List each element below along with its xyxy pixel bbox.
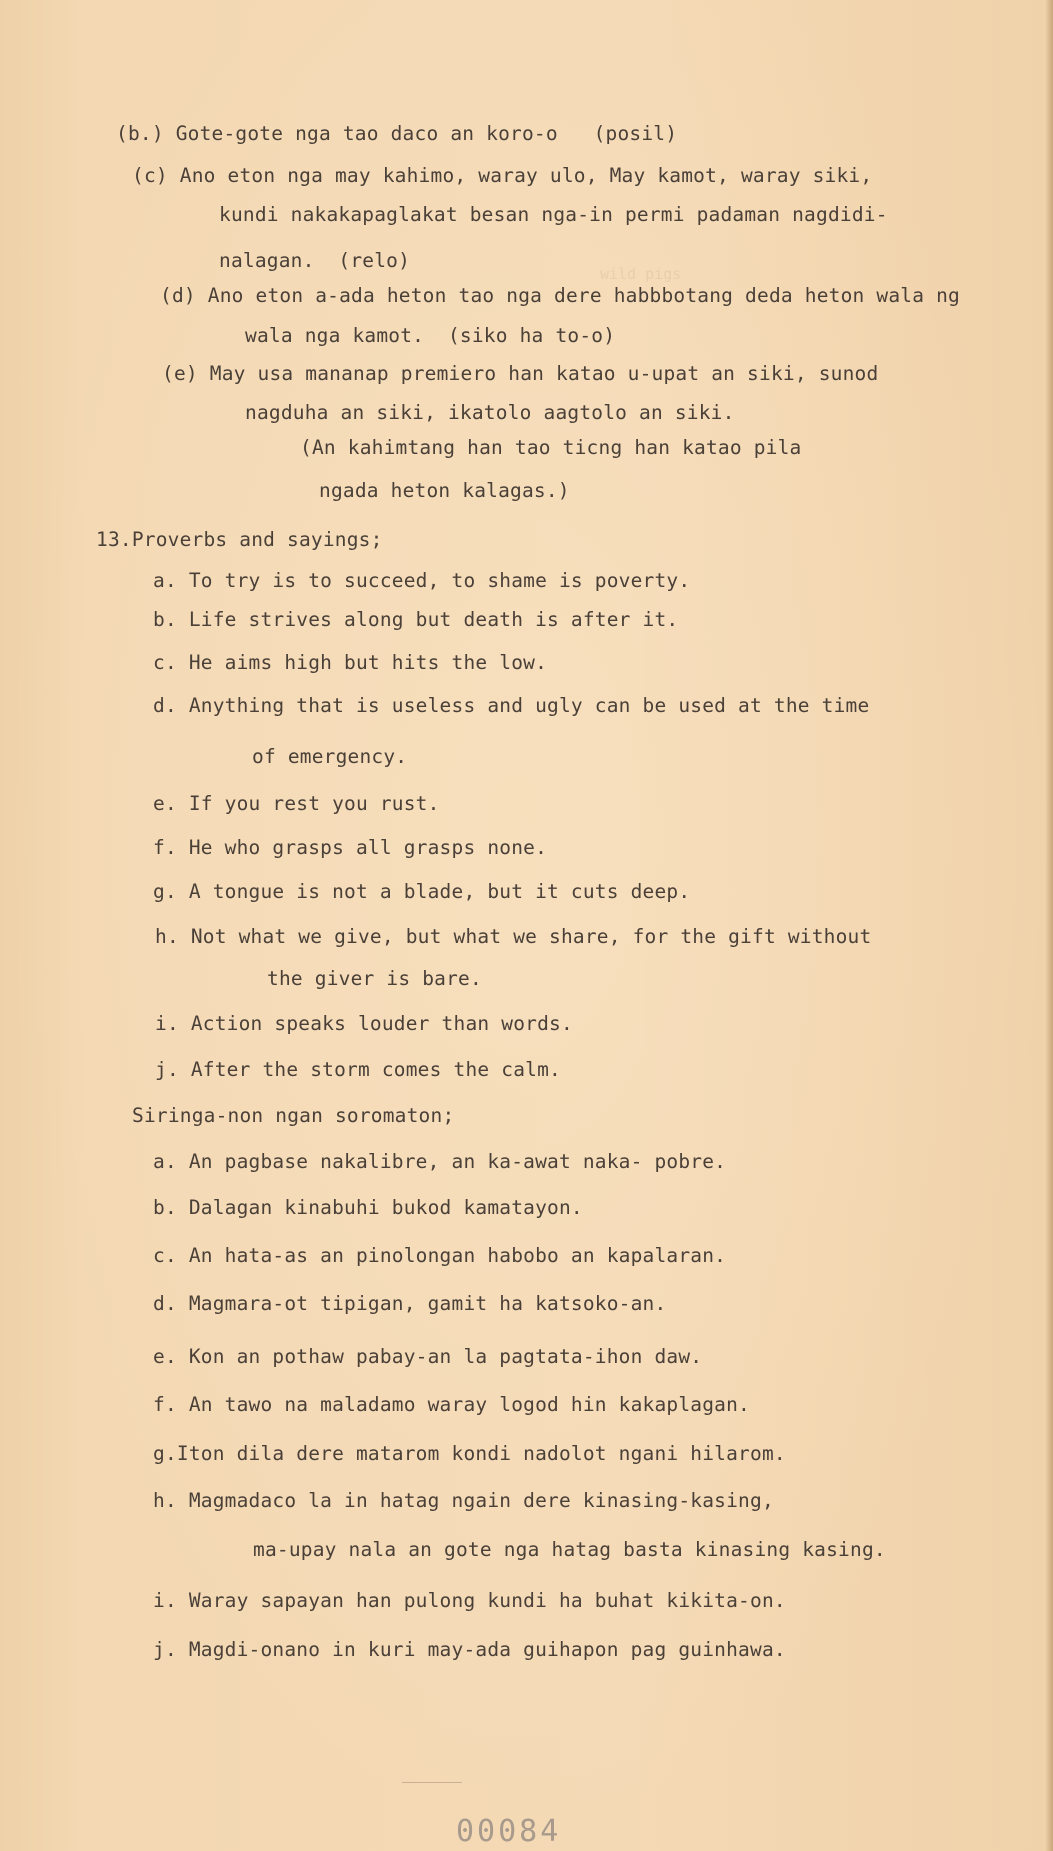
proverb-d-line-1: d. Anything that is useless and ugly can be used at the time (153, 694, 870, 717)
riddle-c-line-1: (c) Ano eton nga may kahimo, waray ulo, May kamot, waray siki, (132, 164, 873, 187)
proverb-f: f. He who grasps all grasps none. (153, 836, 548, 859)
proverb-j: j. After the storm comes the calm. (155, 1058, 561, 1081)
riddle-d-line-2: wala nga kamot. (siko ha to-o) (245, 324, 616, 347)
proverb-a: a. To try is to succeed, to shame is poverty. (153, 569, 691, 592)
saying-g: g.Iton dila dere matarom kondi nadolot ngani hilarom. (153, 1442, 786, 1465)
riddle-e-line-1: (e) May usa mananap premiero han katao u-upat an siki, sunod (162, 362, 879, 385)
saying-i: i. Waray sapayan han pulong kundi ha buhat kikita-on. (153, 1589, 786, 1612)
saying-c: c. An hata-as an pinolongan habobo an kapalaran. (153, 1244, 727, 1267)
proverb-c: c. He aims high but hits the low. (153, 651, 548, 674)
proverb-b: b. Life strives along but death is after it. (153, 608, 679, 631)
riddle-e-line-4: ngada heton kalagas.) (319, 479, 570, 502)
page-edge-shadow (1045, 0, 1053, 1851)
saying-a: a. An pagbase nakalibre, an ka-awat naka- pobre. (153, 1150, 727, 1173)
divider (402, 1782, 462, 1783)
saying-d: d. Magmara-ot tipigan, gamit ha katsoko-an. (153, 1292, 667, 1315)
riddle-c-line-3: nalagan. (relo) (219, 249, 411, 272)
saying-h-line-1: h. Magmadaco la in hatag ngain dere kinasing-kasing, (153, 1489, 774, 1512)
bleed-through-text: wild pigs (600, 265, 682, 283)
riddle-e-line-2: nagduha an siki, ikatolo aagtolo an siki. (245, 401, 735, 424)
saying-b: b. Dalagan kinabuhi bukod kamatayon. (153, 1196, 583, 1219)
proverbs-heading: 13.Proverbs and sayings; (96, 528, 383, 551)
proverb-i: i. Action speaks louder than words. (155, 1012, 573, 1035)
sayings-heading: Siringa-non ngan soromaton; (132, 1104, 455, 1127)
riddle-c-line-2: kundi nakakapaglakat besan nga-in permi padaman nagdidi- (219, 203, 888, 226)
saying-e: e. Kon an pothaw pabay-an la pagtata-ihon daw. (153, 1345, 703, 1368)
page-number-stamp: 00084 (456, 1814, 562, 1849)
saying-h-line-2: ma-upay nala an gote nga hatag basta kinasing kasing. (253, 1538, 886, 1561)
proverb-d-line-2: of emergency. (252, 745, 408, 768)
proverb-e: e. If you rest you rust. (153, 792, 440, 815)
saying-j: j. Magdi-onano in kuri may-ada guihapon pag guinhawa. (153, 1638, 786, 1661)
riddle-d-line-1: (d) Ano eton a-ada heton tao nga dere habbbotang deda heton wala ng (160, 284, 960, 307)
proverb-h-line-2: the giver is bare. (267, 967, 482, 990)
riddle-b: (b.) Gote-gote nga tao daco an koro-o (posil) (116, 122, 678, 145)
proverb-g: g. A tongue is not a blade, but it cuts deep. (153, 880, 691, 903)
saying-f: f. An tawo na maladamo waray logod hin kakaplagan. (153, 1393, 750, 1416)
riddle-e-line-3: (An kahimtang han tao ticng han katao pila (300, 436, 802, 459)
proverb-h-line-1: h. Not what we give, but what we share, for the gift without (155, 925, 872, 948)
